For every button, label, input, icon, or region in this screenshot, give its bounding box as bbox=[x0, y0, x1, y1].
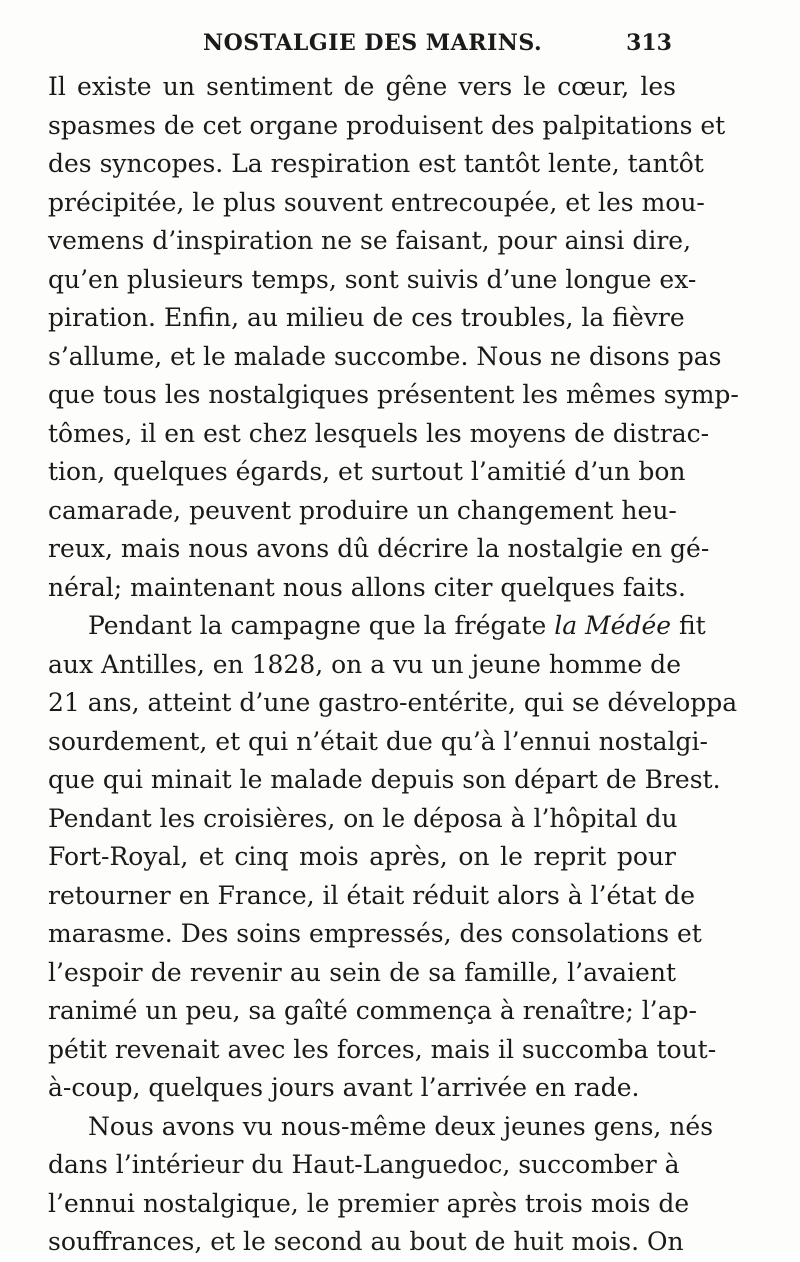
text-line-start: Pendant la campagne que la frégate bbox=[88, 611, 555, 640]
text-line: retourner en France, il était réduit alors à l’état de bbox=[48, 880, 696, 910]
page-number: 313 bbox=[626, 30, 672, 56]
text-line: l’ennui nostalgique, le premier après trois mois de bbox=[48, 1188, 690, 1218]
text-line: tion, quelques égards, et surtout l’amitié d’un bon bbox=[48, 457, 686, 486]
text-line-end: fit bbox=[671, 611, 706, 640]
text-line: ranimé un peu, sa gaîté commença à renaître; l’ap- bbox=[48, 996, 697, 1025]
text-line: Il existe un sentiment de gêne vers le cœur, les bbox=[48, 72, 676, 101]
text-line: sourdement, et qui n’était due qu’à l’ennui nostalgi- bbox=[48, 726, 708, 756]
text-line: aux Antilles, en 1828, on a vu un jeune homme de bbox=[48, 649, 681, 679]
text-line: Nous avons vu nous-même deux jeunes gens, nés bbox=[88, 1111, 714, 1141]
paragraph-1 bbox=[48, 68, 739, 607]
text-line: camarade, peuvent produire un changement heu- bbox=[48, 495, 677, 525]
text-line: que tous les nostalgiques présentent les mêmes symp- bbox=[48, 380, 739, 409]
text-line: tômes, il en est chez lesquels les moyens de distrac- bbox=[48, 418, 710, 448]
text-line: qu’en plusieurs temps, sont suivis d’une longue ex- bbox=[48, 264, 697, 294]
text-line: souffrances, et le second au bout de huit mois. On bbox=[48, 1227, 684, 1256]
text-line: l’espoir de revenir au sein de sa famille, l’avaient bbox=[48, 957, 676, 987]
text-line: précipitée, le plus souvent entrecoupée, et les mou- bbox=[48, 187, 705, 217]
text-line: reux, mais nous avons dû décrire la nostalgie en gé- bbox=[48, 534, 710, 563]
text-line: néral; maintenant nous allons citer quelques faits. bbox=[48, 572, 686, 602]
text-line: pétit revenait avec les forces, mais il succomba tout- bbox=[48, 1034, 717, 1064]
text-line: des syncopes. La respiration est tantôt lente, tantôt bbox=[48, 149, 704, 178]
ship-name: la Médée bbox=[554, 611, 672, 640]
text-line: marasme. Des soins empressés, des consolations et bbox=[48, 919, 702, 948]
text-line: Pendant les croisières, on le déposa à l’hôpital du bbox=[48, 803, 678, 833]
text-line: à-coup, quelques jours avant l’arrivée en rade. bbox=[48, 1073, 640, 1102]
text-line: dans l’intérieur du Haut-Languedoc, succomber à bbox=[48, 1150, 680, 1179]
running-title: NOSTALGIE DES MARINS. bbox=[203, 30, 543, 56]
page-header bbox=[48, 30, 672, 64]
text-line bbox=[48, 607, 706, 646]
paragraph-2 bbox=[48, 607, 738, 1108]
text-line: Fort-Royal, et cinq mois après, on le reprit pour bbox=[48, 842, 676, 871]
text-line: que qui minait le malade depuis son départ de Brest. bbox=[48, 765, 721, 794]
text-line: spasmes de cet organe produisent des palpitations et bbox=[48, 110, 726, 140]
text-line: 21 ans, atteint d’une gastro-entérite, qui se développa bbox=[48, 688, 738, 717]
text-line: s’allume, et le malade succombe. Nous ne disons pas bbox=[48, 341, 722, 371]
text-line: vemens d’inspiration ne se faisant, pour ainsi dire, bbox=[48, 226, 692, 255]
body-text bbox=[48, 68, 739, 1262]
paragraph-3 bbox=[48, 1108, 714, 1262]
text-line: piration. Enfin, au milieu de ces troubles, la fièvre bbox=[48, 303, 685, 332]
